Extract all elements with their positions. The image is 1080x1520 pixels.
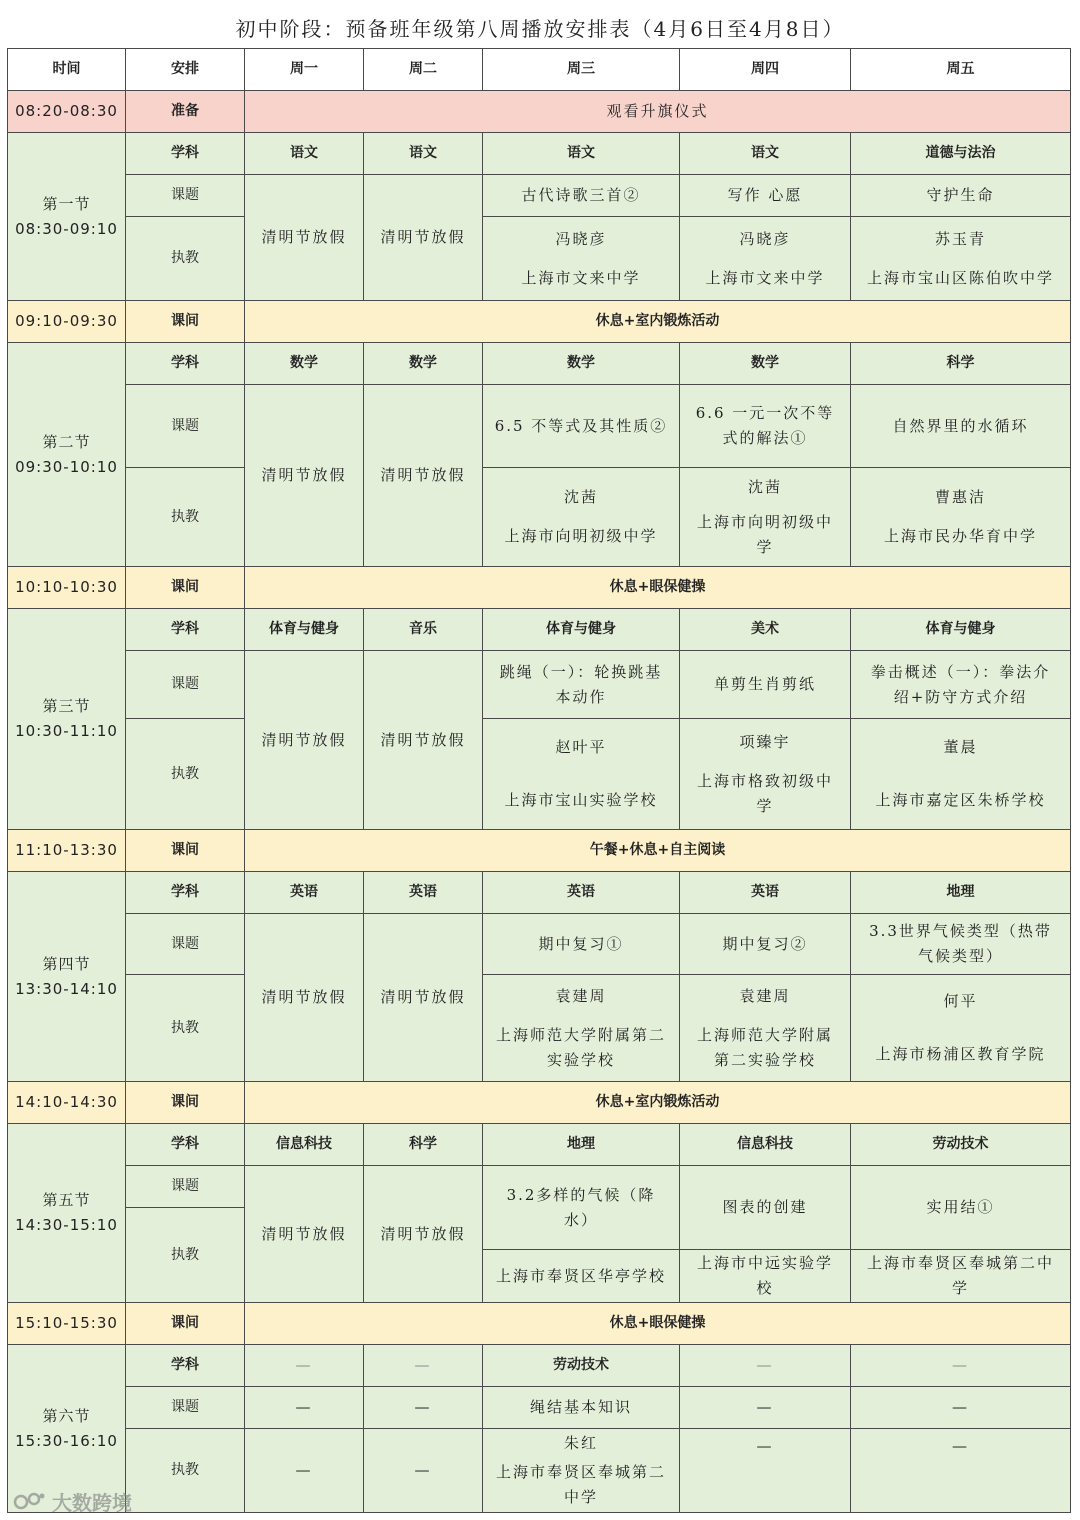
period-1-mon-subject: 语文 (245, 133, 364, 175)
period-3-fri-subject: 体育与健身 (851, 609, 1071, 651)
period-3-wed-topic-line-1: 跳绳（一）：轮换跳基 (499, 662, 663, 681)
watermark (12, 1488, 132, 1514)
teacher-label: 执教 (126, 719, 245, 830)
period-4-fri-topic-cell (851, 914, 1071, 975)
period-5-fri-topic: 实用结① (851, 1166, 1071, 1250)
break-3-activity: 午餐+休息+自主阅读 (245, 830, 1071, 872)
period-2-name: 第二节 (42, 432, 91, 451)
period-1-wed-teacher: 冯晓彦 (555, 229, 607, 248)
period-2-wed-school: 上海市向明初级中学 (504, 527, 658, 545)
break-5-time: 15:10-15:30 (8, 1303, 126, 1345)
period-2-fri-teacher-cell (851, 468, 1071, 567)
watermark-logo-icon (12, 1490, 46, 1512)
period-1-subject-row (8, 133, 1071, 175)
period-3-thu-topic: 单剪生肖剪纸 (680, 651, 851, 719)
period-3-mon-holiday: 清明节放假 (245, 651, 364, 830)
period-2-wed-teacher-cell (483, 468, 680, 567)
period-3-fri-topic-line-1: 拳击概述（一）：拳法介 (870, 662, 1051, 681)
period-4-wed-subject: 英语 (483, 872, 680, 914)
period-5-tue-holiday: 清明节放假 (364, 1166, 483, 1303)
period-6-subject-row (8, 1345, 1071, 1387)
period-2-fri-teacher: 曹惠洁 (934, 488, 986, 506)
break-row (8, 301, 1071, 343)
prep-row (8, 91, 1071, 133)
period-4-subject-row (8, 872, 1071, 914)
period-2-fri-topic: 自然界里的水循环 (851, 385, 1071, 468)
header-friday: 周五 (851, 49, 1071, 91)
period-1-mon-holiday: 清明节放假 (245, 175, 364, 301)
period-4-thu-teacher: 袁建周 (739, 986, 791, 1005)
header-arrangement: 安排 (126, 49, 245, 91)
subject-label: 学科 (126, 1124, 245, 1166)
period-2-thu-topic-line-1: 6.6 一元一次不等 (695, 404, 835, 422)
topic-label: 课题 (126, 651, 245, 719)
period-6-name: 第六节 (42, 1406, 91, 1425)
break-row (8, 830, 1071, 872)
subject-label: 学科 (126, 609, 245, 651)
period-5-thu-school-line-1: 上海市中远实验学 (696, 1254, 833, 1272)
teacher-label: 执教 (126, 217, 245, 301)
period-1-tue-holiday: 清明节放假 (364, 175, 483, 301)
period-2-subject-row (8, 343, 1071, 385)
period-1-fri-topic: 守护生命 (851, 175, 1071, 217)
period-2-thu-teacher-cell (680, 468, 851, 567)
period-3-fri-teacher-cell (851, 719, 1071, 830)
period-4-fri-subject: 地理 (851, 872, 1071, 914)
period-4-fri-topic-line-1: 3.3世界气候类型（热带 (869, 922, 1052, 940)
period-4-tue-subject: 英语 (364, 872, 483, 914)
subject-label: 学科 (126, 133, 245, 175)
period-3-wed-school: 上海市宝山实验学校 (504, 791, 658, 809)
period-6-tue-topic: — (364, 1387, 483, 1429)
break-label: 课间 (126, 1082, 245, 1124)
period-4-wed-school-line-1: 上海师范大学附属第二 (495, 1025, 666, 1044)
period-4-fri-topic-line-2: 气候类型） (917, 947, 1003, 965)
period-3-subject-row (8, 609, 1071, 651)
period-2-thu-school-line-1: 上海市向明初级中 (696, 512, 833, 531)
period-1-fri-teacher: 苏玉青 (934, 229, 986, 248)
period-4-tue-holiday: 清明节放假 (364, 914, 483, 1082)
period-6-thu-topic: — (680, 1387, 851, 1429)
period-1-wed-school: 上海市文来中学 (521, 268, 641, 287)
period-2-thu-topic-cell (680, 385, 851, 468)
period-5-thu-subject: 信息科技 (680, 1124, 851, 1166)
break-label: 课间 (126, 830, 245, 872)
period-5-time-cell (8, 1124, 126, 1303)
subject-label: 学科 (126, 872, 245, 914)
period-3-thu-teacher-cell (680, 719, 851, 830)
page-title: 初中阶段：预备班年级第八周播放安排表（4月6日至4月8日） (235, 17, 845, 41)
period-6-thu-subject: — (680, 1345, 851, 1387)
header-monday: 周一 (245, 49, 364, 91)
period-1-thu-teacher-cell (680, 217, 851, 301)
period-1-name: 第一节 (42, 194, 91, 213)
period-4-name: 第四节 (42, 954, 91, 973)
break-1-time: 09:10-09:30 (8, 301, 126, 343)
period-3-fri-topic-line-2: 绍+防守方式介绍 (893, 687, 1028, 706)
period-2-tue-holiday: 清明节放假 (364, 385, 483, 567)
period-4-thu-teacher-cell (680, 975, 851, 1082)
period-3-fri-school: 上海市嘉定区朱桥学校 (875, 791, 1046, 809)
period-1-wed-subject: 语文 (483, 133, 680, 175)
break-2-time: 10:10-10:30 (8, 567, 126, 609)
period-1-thu-teacher: 冯晓彦 (739, 229, 791, 248)
period-6-wed-topic: 绳结基本知识 (483, 1387, 680, 1429)
period-2-wed-topic: 6.5 不等式及其性质② (483, 385, 680, 468)
topic-label: 课题 (126, 385, 245, 468)
period-2-fri-subject: 科学 (851, 343, 1071, 385)
topic-label: 课题 (126, 1387, 245, 1429)
break-label: 课间 (126, 1303, 245, 1345)
period-6-tue-subject: — (364, 1345, 483, 1387)
break-4-time: 14:10-14:30 (8, 1082, 126, 1124)
break-5-activity: 休息+眼保健操 (245, 1303, 1071, 1345)
period-4-wed-topic: 期中复习① (483, 914, 680, 975)
period-1-fri-subject: 道德与法治 (851, 133, 1071, 175)
header-wednesday: 周三 (483, 49, 680, 91)
header-time: 时间 (8, 49, 126, 91)
period-2-time: 09:30-10:10 (15, 457, 118, 476)
period-3-thu-school-line-1: 上海市格致初级中 (696, 771, 833, 790)
period-3-time: 10:30-11:10 (15, 722, 118, 740)
period-5-mon-subject: 信息科技 (245, 1124, 364, 1166)
period-3-mon-subject: 体育与健身 (245, 609, 364, 651)
period-5-thu-topic: 图表的创建 (680, 1166, 851, 1250)
period-3-wed-topic-cell (483, 651, 680, 719)
topic-label: 课题 (126, 914, 245, 975)
period-5-tue-subject: 科学 (364, 1124, 483, 1166)
period-3-wed-subject: 体育与健身 (483, 609, 680, 651)
period-6-tue-teacher: — (364, 1429, 483, 1513)
period-3-thu-school-line-2: 学 (756, 796, 774, 815)
period-5-wed-topic-cell (483, 1166, 680, 1250)
period-4-thu-topic: 期中复习② (680, 914, 851, 975)
period-1-time-cell (8, 133, 126, 301)
period-5-fri-school-line-2: 学 (951, 1279, 969, 1297)
subject-label: 学科 (126, 343, 245, 385)
period-3-wed-topic-line-2: 本动作 (555, 687, 607, 706)
period-6-thu-teacher: — (680, 1429, 851, 1513)
period-3-name: 第三节 (42, 697, 91, 715)
period-6-fri-teacher: — (851, 1429, 1071, 1513)
period-3-tue-holiday: 清明节放假 (364, 651, 483, 830)
period-4-time-cell (8, 872, 126, 1082)
period-5-subject-row (8, 1124, 1071, 1166)
period-6-mon-teacher: — (245, 1429, 364, 1513)
period-2-wed-subject: 数学 (483, 343, 680, 385)
period-4-thu-school-line-1: 上海师范大学附属 (696, 1025, 833, 1044)
break-row (8, 567, 1071, 609)
period-6-wed-teacher: 朱红 (563, 1434, 598, 1452)
period-4-wed-teacher: 袁建周 (555, 986, 607, 1005)
teacher-label: 执教 (126, 975, 245, 1082)
break-2-activity: 休息+眼保健操 (245, 567, 1071, 609)
period-1-wed-teacher-cell (483, 217, 680, 301)
topic-label: 课题 (126, 175, 245, 217)
schedule-table (7, 48, 1071, 1513)
period-3-thu-teacher: 项臻宇 (739, 732, 791, 751)
break-label: 课间 (126, 301, 245, 343)
period-5-wed-subject: 地理 (483, 1124, 680, 1166)
period-6-wed-school-line-2: 中学 (563, 1488, 598, 1506)
header-thursday: 周四 (680, 49, 851, 91)
period-2-wed-teacher: 沈茜 (563, 488, 598, 506)
period-1-thu-topic: 写作 心愿 (680, 175, 851, 217)
period-6-wed-subject: 劳动技术 (483, 1345, 680, 1387)
period-2-thu-topic-line-2: 式的解法① (722, 429, 808, 447)
period-3-time-cell (8, 609, 126, 830)
period-6-fri-topic: — (851, 1387, 1071, 1429)
period-2-thu-school-line-2: 学 (756, 537, 774, 556)
period-4-fri-teacher-cell (851, 975, 1071, 1082)
period-5-fri-school-line-1: 上海市奉贤区奉城第二中 (866, 1254, 1054, 1272)
period-4-time: 13:30-14:10 (15, 979, 118, 998)
period-1-fri-school: 上海市宝山区陈伯吹中学 (866, 268, 1054, 287)
break-4-activity: 休息+室内锻炼活动 (245, 1082, 1071, 1124)
period-5-wed-school: 上海市奉贤区华亭学校 (483, 1250, 680, 1303)
period-2-thu-subject: 数学 (680, 343, 851, 385)
period-6-wed-teacher-cell (483, 1429, 680, 1513)
period-4-thu-subject: 英语 (680, 872, 851, 914)
period-5-fri-subject: 劳动技术 (851, 1124, 1071, 1166)
topic-label: 课题 (126, 1166, 245, 1208)
period-5-time: 14:30-15:10 (15, 1216, 118, 1234)
period-4-mon-holiday: 清明节放假 (245, 914, 364, 1082)
period-6-mon-subject: — (245, 1345, 364, 1387)
break-row (8, 1303, 1071, 1345)
period-4-wed-school-line-2: 实验学校 (546, 1050, 615, 1069)
prep-label: 准备 (126, 91, 245, 133)
period-5-thu-school-line-2: 校 (756, 1279, 774, 1297)
period-2-mon-holiday: 清明节放假 (245, 385, 364, 567)
period-5-wed-topic-line-2: 水） (563, 1210, 598, 1229)
period-4-thu-school-line-2: 第二实验学校 (713, 1050, 816, 1069)
watermark-text: 大数跨境 (52, 1490, 132, 1515)
period-2-tue-subject: 数学 (364, 343, 483, 385)
break-1-activity: 休息+室内锻炼活动 (245, 301, 1071, 343)
period-3-thu-subject: 美术 (680, 609, 851, 651)
prep-time: 08:20-08:30 (8, 91, 126, 133)
period-1-wed-topic: 古代诗歌三首② (483, 175, 680, 217)
period-6-mon-topic: — (245, 1387, 364, 1429)
prep-activity: 观看升旗仪式 (245, 91, 1071, 133)
period-5-fri-school-cell (851, 1250, 1071, 1303)
teacher-label: 执教 (126, 468, 245, 567)
break-label: 课间 (126, 567, 245, 609)
period-5-name: 第五节 (42, 1191, 91, 1209)
teacher-label: 执教 (126, 1208, 245, 1303)
period-6-wed-school-line-1: 上海市奉贤区奉城第二 (495, 1463, 666, 1481)
period-1-thu-subject: 语文 (680, 133, 851, 175)
period-2-fri-school: 上海市民办华育中学 (883, 527, 1037, 545)
header-tuesday: 周二 (364, 49, 483, 91)
period-5-mon-holiday: 清明节放假 (245, 1166, 364, 1303)
period-1-tue-subject: 语文 (364, 133, 483, 175)
break-3-time: 11:10-13:30 (8, 830, 126, 872)
teacher-label: 执教 (126, 1429, 245, 1513)
period-3-wed-teacher: 赵叶平 (555, 738, 607, 756)
period-3-fri-topic-cell (851, 651, 1071, 719)
period-1-thu-school: 上海市文来中学 (705, 268, 825, 287)
period-4-fri-teacher: 何平 (943, 992, 978, 1010)
period-6-fri-subject: — (851, 1345, 1071, 1387)
break-row (8, 1082, 1071, 1124)
period-4-mon-subject: 英语 (245, 872, 364, 914)
period-4-fri-school: 上海市杨浦区教育学院 (875, 1045, 1046, 1063)
period-2-thu-teacher: 沈茜 (747, 477, 782, 496)
period-5-thu-school-cell (680, 1250, 851, 1303)
period-5-wed-topic-line-1: 3.2多样的气候（降 (506, 1185, 656, 1204)
period-1-time: 08:30-09:10 (15, 219, 118, 238)
period-2-time-cell (8, 343, 126, 567)
period-3-wed-teacher-cell (483, 719, 680, 830)
subject-label: 学科 (126, 1345, 245, 1387)
period-3-tue-subject: 音乐 (364, 609, 483, 651)
period-2-mon-subject: 数学 (245, 343, 364, 385)
period-6-time: 15:30-16:10 (15, 1431, 118, 1450)
period-4-wed-teacher-cell (483, 975, 680, 1082)
period-3-fri-teacher: 董晨 (943, 738, 978, 756)
period-1-fri-teacher-cell (851, 217, 1071, 301)
